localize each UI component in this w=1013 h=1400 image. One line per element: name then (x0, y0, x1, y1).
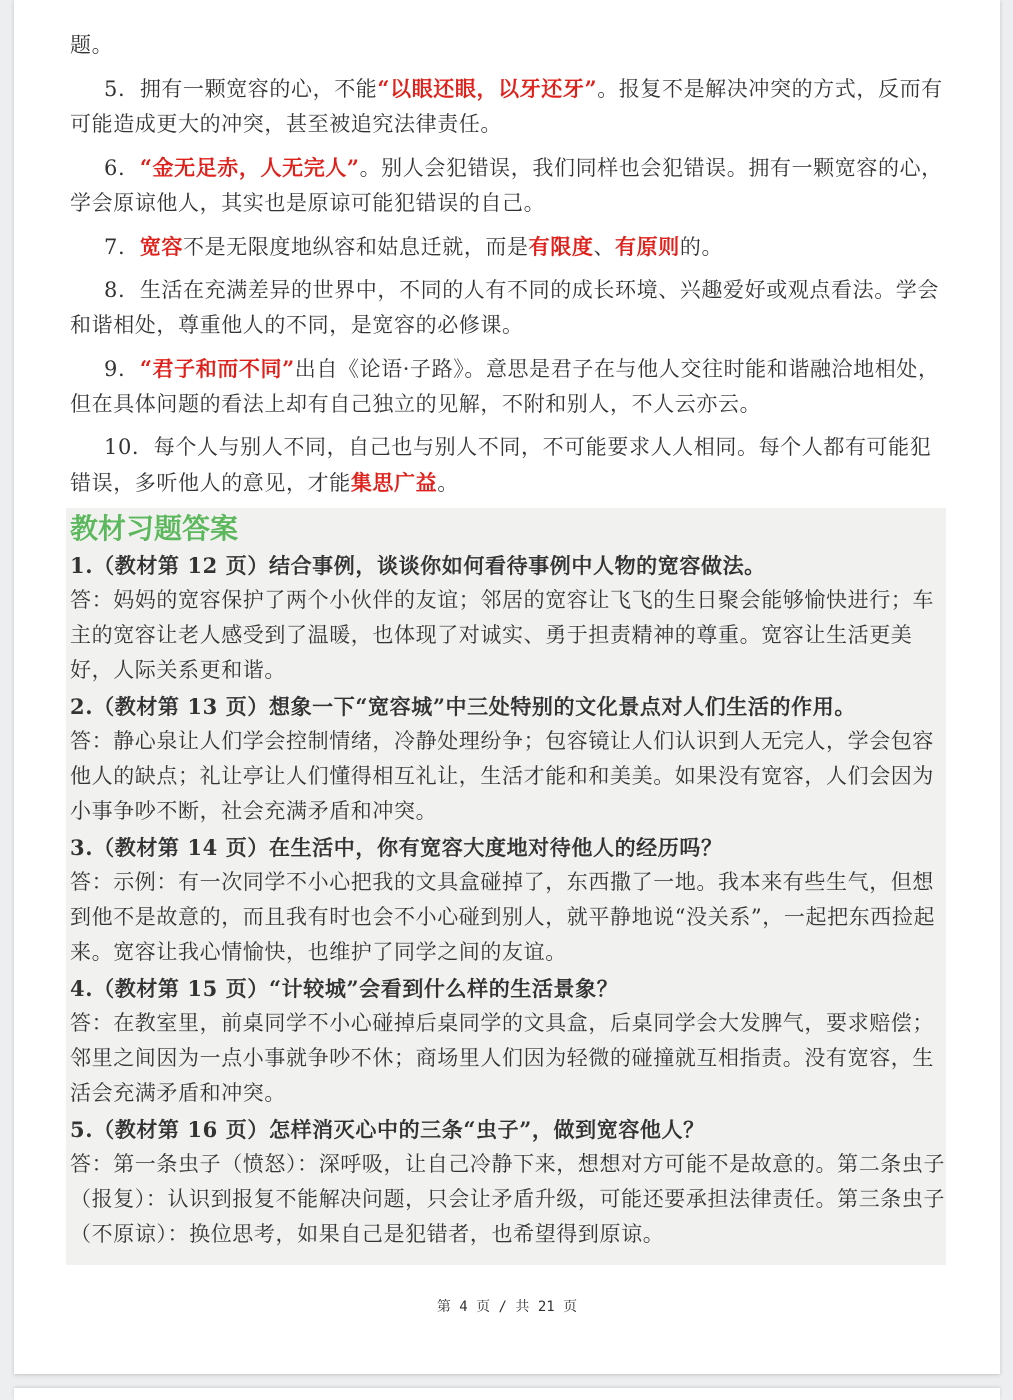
question-1: 1.（教材第 12 页）结合事例，谈谈你如何看待事例中人物的宽容做法。 (70, 553, 766, 578)
section-title: 教材习题答案 (70, 512, 239, 545)
question-2: 2.（教材第 13 页）想象一下“宽容城”中三处特别的文化景点对人们生活的作用。 (70, 694, 856, 719)
textbook-answers-section (66, 508, 946, 1265)
question-5: 5.（教材第 16 页）怎样消灭心中的三条“虫子”，做到宽容他人？ (70, 1117, 705, 1142)
point-text: 拥有一颗宽容的心，不能 (139, 77, 378, 101)
point-7 (70, 229, 946, 265)
point-text: 出自《论语·子路》。意思是君子在与他人交往时能和谐融洽地相处，但在具体问题的看法上却有自己独立的见解，不附和别人，不人云亦云。 (70, 357, 940, 416)
key-points (70, 28, 946, 509)
answer-4: 答：在教室里，前桌同学不小心碰掉后桌同学的文具盒，后桌同学会大发脾气，要求赔偿；邻里之间因为一点小事就争吵不休；商场里人们因为轻微的碰撞就互相指责。没有宽容，生活会充满矛盾和冲突。 (70, 1011, 934, 1105)
point-text: 每个人与别人不同，自己也与别人不同，不可能要求人人相同。每个人都有可能犯错误，多听他人的意见，才能 (70, 435, 932, 495)
highlight-text: “金无足赤，人无完人” (139, 155, 360, 180)
point-text: 。 (437, 471, 459, 495)
point-number: 9. (104, 357, 126, 381)
point-number: 8. (104, 278, 126, 302)
point-8 (70, 273, 946, 343)
point-number: 5. (104, 77, 126, 101)
highlight-text: “以眼还眼，以牙还牙” (377, 76, 598, 101)
point-6 (70, 150, 946, 221)
question-3: 3.（教材第 14 页）在生活中，你有宽容大度地对待他人的经历吗？ (70, 835, 723, 860)
highlight-text: 有限度 (528, 234, 594, 259)
answer-1: 答：妈妈的宽容保护了两个小伙伴的友谊；邻居的宽容让飞飞的生日聚会能够愉快进行；车主的宽容让老人感受到了温暖，也体现了对诚实、勇于担责精神的尊重。宽容让生活更美好，人际关系更和谐。 (70, 588, 934, 682)
point-text: 、 (593, 235, 616, 259)
answer-2: 答：静心泉让人们学会控制情绪，冷静处理纷争；包容镜让人们认识到人无完人，学会包容他人的缺点；礼让亭让人们懂得相互礼让，生活才能和和美美。如果没有宽容，人们会因为小事争吵不断，社会充满矛盾和冲突。 (70, 729, 934, 823)
point-number: 10. (104, 435, 140, 459)
next-page-edge (14, 1388, 1000, 1400)
point-number: 7. (104, 235, 126, 259)
highlight-text: 集思广益 (350, 470, 438, 495)
point-5 (70, 71, 946, 142)
document-page (14, 0, 1000, 1374)
highlight-text: “君子和而不同” (139, 356, 295, 381)
point-text: 。别人会犯错误，我们同样也会犯错误。拥有一颗宽容的心，学会原谅他人，其实也是原谅可能犯错误的自己。 (70, 156, 943, 215)
continued-line: 题。 (70, 33, 114, 57)
answer-3: 答：示例：有一次同学不小心把我的文具盒碰掉了，东西撒了一地。我本来有些生气，但想到他不是故意的，而且我有时也会不小心碰到别人，就平静地说“没关系”，一起把东西捡起来。宽容让我心情愉快，也维护了同学之间的友谊。 (70, 870, 936, 964)
point-text: 不是无限度地纵容和姑息迁就，而是 (183, 235, 529, 259)
point-text: 的。 (679, 235, 724, 259)
answer-5: 答：第一条虫子（愤怒）：深呼吸，让自己冷静下来，想想对方可能不是故意的。第二条虫子（报复）：认识到报复不能解决问题，只会让矛盾升级，可能还要承担法律责任。第三条虫子（不原谅）：换位思考，如果自己是犯错者，也希望得到原谅。 (70, 1152, 946, 1246)
point-10 (70, 430, 946, 501)
highlight-text: 宽容 (139, 234, 184, 259)
point-9 (70, 351, 946, 422)
point-number: 6. (104, 156, 126, 180)
highlight-text: 有原则 (615, 234, 680, 259)
page-number: 第 4 页 / 共 21 页 (436, 1299, 578, 1315)
point-text: 。报复不是解决冲突的方式，反而有可能造成更大的冲突，甚至被追究法律责任。 (70, 77, 943, 136)
point-text: 生活在充满差异的世界中，不同的人有不同的成长环境、兴趣爱好或观点看法。学会和谐相处，尊重他人的不同，是宽容的必修课。 (70, 278, 940, 337)
question-4: 4.（教材第 15 页）“计较城”会看到什么样的生活景象？ (70, 976, 619, 1001)
